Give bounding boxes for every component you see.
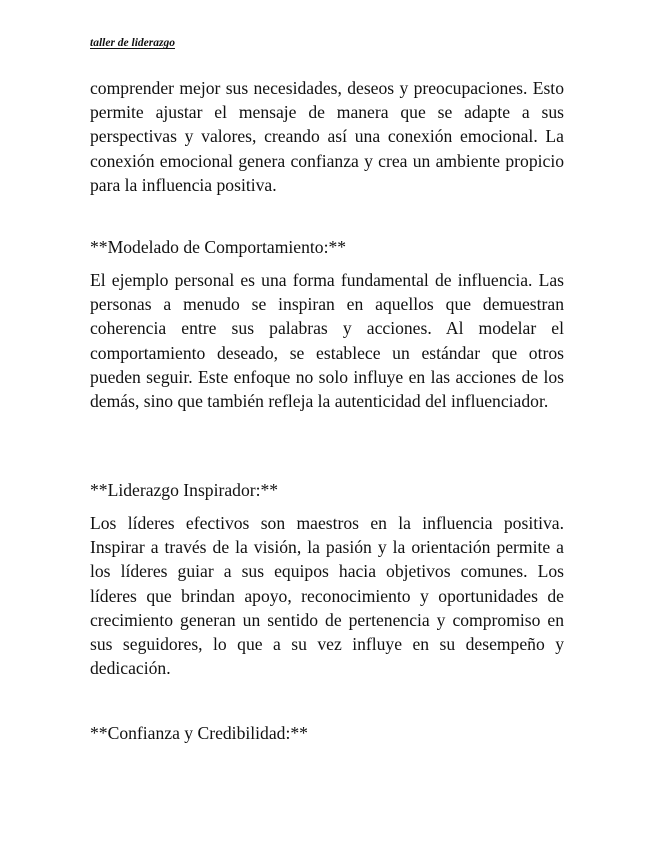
running-header: taller de liderazgo xyxy=(90,37,175,49)
heading-confianza-credibilidad: **Confianza y Credibilidad:** xyxy=(90,723,308,743)
paragraph-liderazgo-inspirador: Los líderes efectivos son maestros en la influencia positiva. Inspirar a través de la visión, la pasión y la orientación permite a los líderes guiar a sus equipos hacia objetivos comunes. Los líderes que brindan apoyo, reconocimiento y oportunidades de crecimiento generan un sentido de pertenencia y compromiso en sus seguidores, lo que a su vez influye en su desempeño y dedicación. xyxy=(90,513,564,679)
heading-liderazgo-inspirador: **Liderazgo Inspirador:** xyxy=(90,480,279,500)
heading-modelado-comportamiento: **Modelado de Comportamiento:** xyxy=(90,237,347,257)
paragraph-modelado-comportamiento: El ejemplo personal es una forma fundamental de influencia. Las personas a menudo se inspiran en aquellos que demuestran coherencia entre sus palabras y acciones. Al modelar el comportamiento deseado, se establece un estándar que otros pueden seguir. Este enfoque no solo influye en las acciones de los demás, sino que también refleja la autenticidad del influenciador. xyxy=(90,270,564,412)
paragraph-empathy-connection: comprender mejor sus necesidades, deseos y preocupaciones. Esto permite ajustar el mensaje de manera que se adapte a sus perspectivas y valores, creando así una conexión emocional. La conexión emocional genera confianza y crea un ambiente propicio para la influencia positiva. xyxy=(90,78,564,195)
